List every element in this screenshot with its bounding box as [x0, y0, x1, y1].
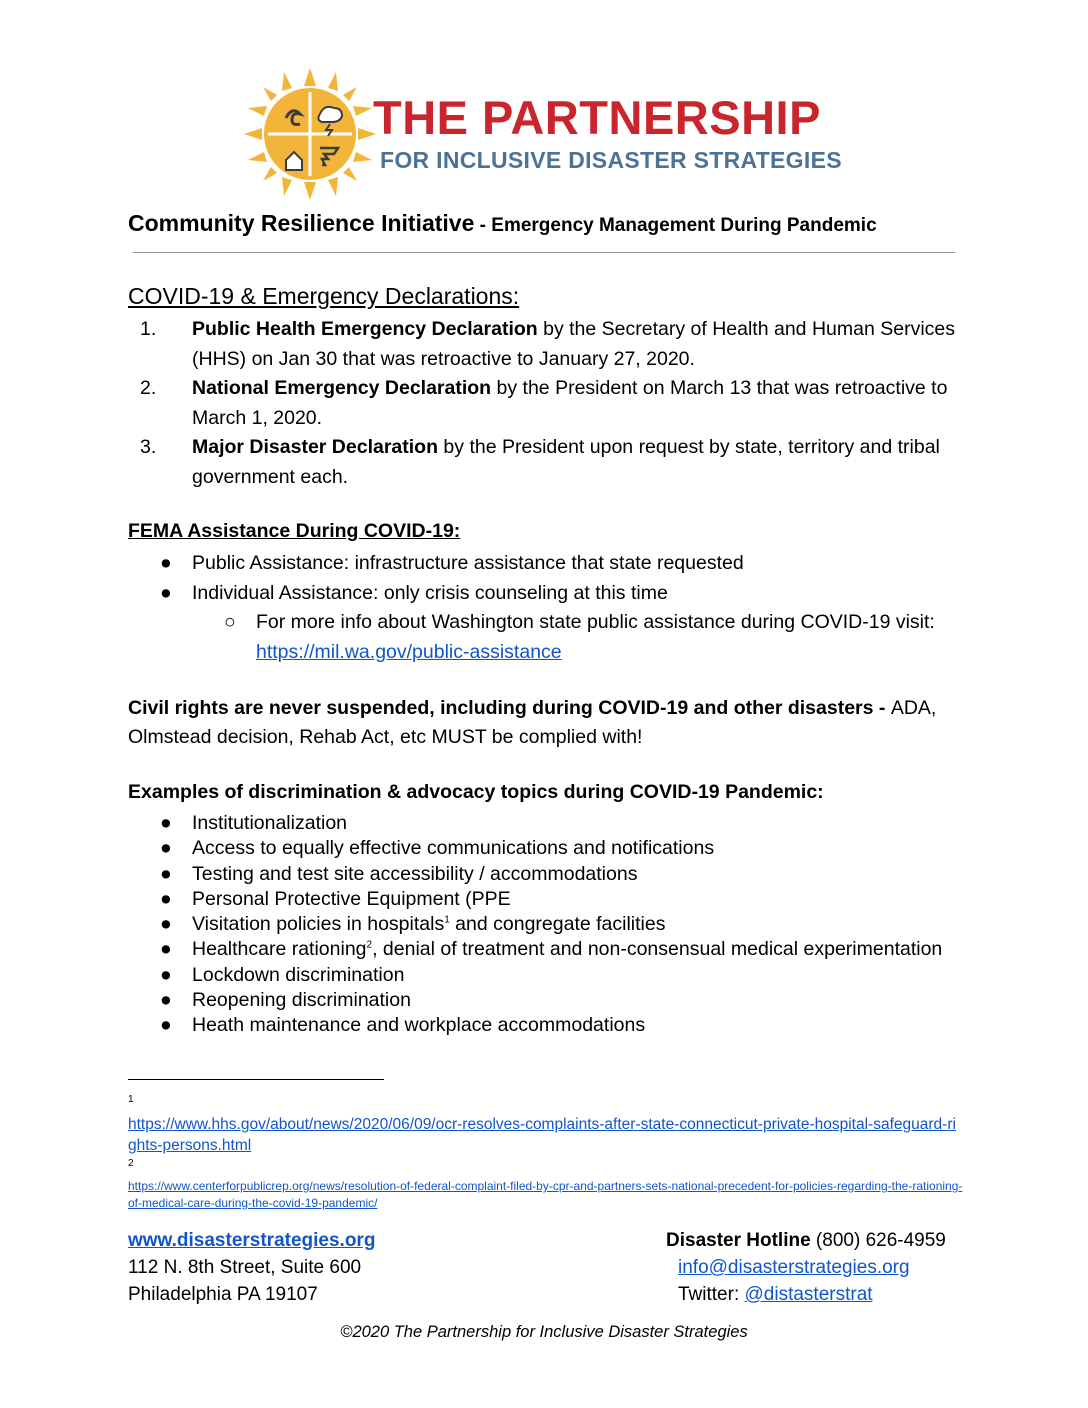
address-line-2: Philadelphia PA 19107: [128, 1284, 318, 1305]
list-item: [160, 937, 970, 962]
header-subtitle: Emergency Management During Pandemic: [491, 215, 877, 236]
list-item-text: Individual Assistance: only crisis counseling at this time: [192, 581, 668, 604]
email-link[interactable]: info@disasterstrategies.org: [678, 1257, 910, 1278]
bullet-icon: ●: [160, 989, 172, 1012]
public-assistance-link[interactable]: https://mil.wa.gov/public-assistance: [256, 640, 562, 663]
footnote-divider: [128, 1079, 384, 1080]
list-item-text: Institutionalization: [192, 812, 348, 834]
list-item: [160, 811, 970, 836]
examples-heading: Examples of discrimination & advocacy topics during COVID-19 Pandemic:: [128, 781, 824, 803]
footnote-ref[interactable]: 1: [444, 914, 450, 926]
list-item: [160, 579, 970, 609]
declaration-description: by the President on March 13 that was retroactive to March 1, 2020.: [192, 377, 948, 429]
footnote-ref[interactable]: 2: [366, 939, 373, 951]
list-item-text: Public Assistance: infrastructure assistance that state requested: [192, 552, 744, 574]
header-separator: -: [474, 215, 492, 236]
list-item: [160, 549, 970, 579]
hotline-label: Disaster Hotline: [666, 1230, 811, 1251]
page-header: [128, 210, 877, 237]
list-item-text: Access to equally effective communications and notifications: [192, 837, 715, 860]
logo-subtitle: FOR INCLUSIVE DISASTER STRATEGIES: [380, 147, 842, 173]
declaration-title: Major Disaster Declaration: [192, 436, 439, 458]
website-link[interactable]: www.disasterstrategies.org: [128, 1230, 376, 1251]
declaration-description: by the President upon request by state, territory and tribal government each.: [192, 436, 940, 488]
footnote-number: 1: [128, 1094, 134, 1105]
fema-list: [160, 549, 970, 667]
footnote-1-link[interactable]: https://www.hhs.gov/about/news/2020/06/09/ocr-resolves-complaints-after-state-connecticut-private-hospital-safeguard-rights-persons.html: [128, 1116, 956, 1154]
list-item-text: Lockdown discrimination: [192, 963, 405, 986]
footnote-2-link[interactable]: https://www.centerforpublicrep.org/news/resolution-of-federal-complaint-filed-by-cpr-and-partners-sets-national-precedent-for-policies-regarding-the-rationing-of-medical-care-during-the-covid-19-pandemic/: [128, 1179, 963, 1210]
footnote-2: [128, 1178, 963, 1212]
twitter-label: Twitter:: [678, 1284, 745, 1305]
bullet-icon: ●: [160, 938, 172, 961]
examples-list: [160, 811, 970, 1039]
declaration-title: Public Health Emergency Declaration: [192, 318, 538, 340]
bullet-icon: ●: [160, 812, 172, 834]
bullet-icon: ●: [160, 913, 172, 936]
civil-rights-text: ADA, Olmstead decision, Rehab Act, etc MUST be complied with!: [128, 697, 937, 748]
logo-title: THE PARTNERSHIP: [373, 91, 821, 144]
footnote-number: 2: [128, 1158, 134, 1169]
list-item-text: and congregate facilities: [449, 913, 666, 936]
twitter-link[interactable]: @distasterstrat: [744, 1284, 873, 1305]
header-divider: [133, 252, 955, 253]
bullet-icon: ●: [160, 837, 172, 860]
fema-heading: FEMA Assistance During COVID-19:: [128, 520, 461, 542]
bullet-icon: ●: [160, 963, 172, 986]
list-number: 2.: [140, 377, 157, 399]
list-item: [160, 887, 970, 912]
sub-list-item: [160, 608, 970, 667]
civil-rights-bold: Civil rights are never suspended, including during COVID-19 and other disasters -: [128, 697, 891, 719]
declaration-description: by the Secretary of Health and Human Services (HHS) on Jan 30 that was retroactive to January 27, 2020.: [192, 318, 955, 370]
list-number: 3.: [140, 436, 157, 458]
address-line-1: 112 N. 8th Street, Suite 600: [128, 1257, 362, 1278]
list-item-text: Healthcare rationing: [192, 938, 367, 961]
declaration-item: [140, 374, 970, 433]
bullet-icon: ●: [160, 552, 172, 574]
list-item-text: Testing and test site accessibility / accommodations: [192, 862, 638, 885]
list-item-text: Reopening discrimination: [192, 989, 411, 1012]
bullet-icon: ●: [160, 887, 172, 910]
sub-item-text: For more info about Washington state public assistance during COVID-19 visit:: [256, 611, 935, 633]
footer-contact: [666, 1227, 946, 1308]
civil-rights-paragraph: [128, 694, 968, 752]
list-item: [160, 988, 970, 1013]
list-item: [160, 836, 970, 861]
declaration-item: [140, 433, 970, 492]
declarations-heading: COVID-19 & Emergency Declarations:: [128, 283, 520, 309]
bullet-icon: ●: [160, 1014, 172, 1037]
declarations-list: [140, 315, 970, 492]
footnote-1: [128, 1114, 963, 1156]
declaration-title: National Emergency Declaration: [192, 377, 492, 399]
footer-address: [128, 1227, 375, 1308]
partnership-logo-icon: [244, 68, 376, 200]
list-item: [160, 963, 970, 988]
list-item: [160, 912, 970, 937]
header-title: Community Resilience Initiative: [128, 210, 475, 236]
circle-bullet-icon: ○: [224, 611, 236, 633]
list-item-text: Personal Protective Equipment (PPE: [192, 887, 511, 910]
list-item: [160, 1013, 970, 1038]
hotline-number: (800) 626-4959: [810, 1230, 946, 1251]
declaration-item: [140, 315, 970, 374]
list-item: [160, 862, 970, 887]
list-item-text: Visitation policies in hospitals: [192, 913, 445, 936]
bullet-icon: ●: [160, 581, 172, 604]
list-item-text: , denial of treatment and non-consensual medical experimentation: [372, 938, 943, 961]
copyright-notice: ©2020 The Partnership for Inclusive Disaster Strategies: [340, 1323, 748, 1341]
list-item-text: Heath maintenance and workplace accommodations: [192, 1014, 646, 1037]
bullet-icon: ●: [160, 862, 172, 885]
list-number: 1.: [140, 318, 157, 340]
